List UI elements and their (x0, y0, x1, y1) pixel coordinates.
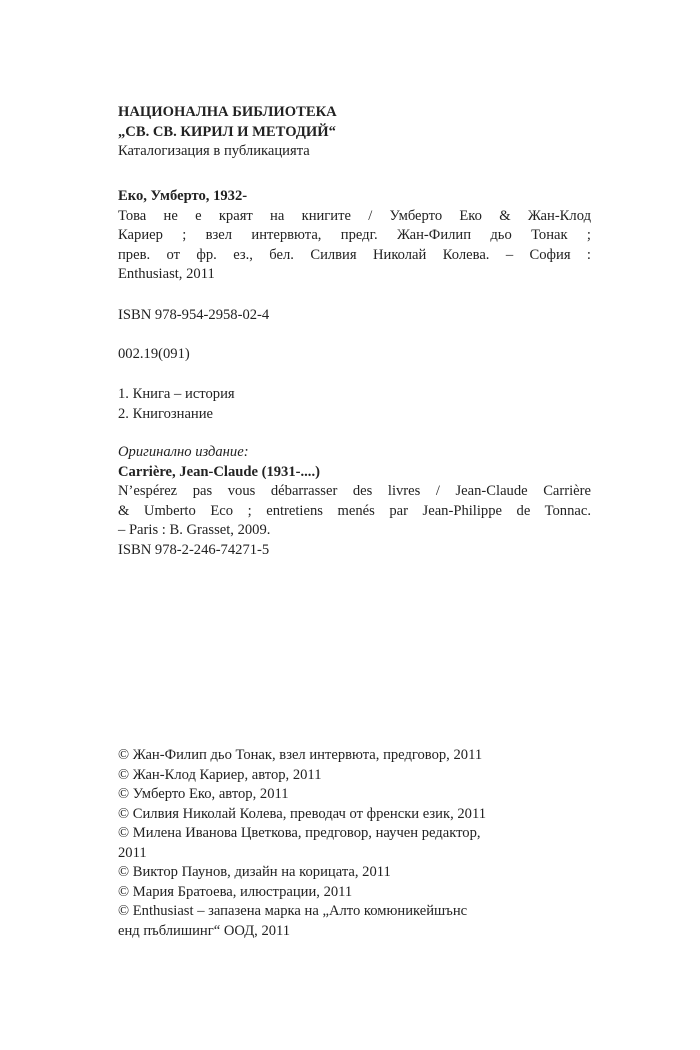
library-saints: „СВ. СВ. КИРИЛ И МЕТОДИЙ“ (118, 123, 336, 140)
copyright-line: енд пъблишинг“ ООД, 2011 (118, 922, 291, 939)
original-line: N’espérez pas vous débarrasser des livres / Jean-Claude Carrière (118, 483, 591, 499)
copyright-line: © Жан-Клод Кариер, автор, 2011 (118, 766, 322, 783)
copyright-line: © Умберто Еко, автор, 2011 (118, 786, 289, 802)
copyright-line: © Жан-Филип дьо Тонак, взел интервюта, предговор, 2011 (118, 747, 483, 763)
entry-line: прев. от фр. ез., бел. Силвия Николай Колева. – София : (118, 246, 591, 263)
author-heading: Еко, Умберто, 1932- (118, 188, 248, 204)
entry-line: Enthusiast, 2011 (118, 266, 215, 282)
cip-label: Каталогизация в публикацията (118, 143, 310, 159)
original-isbn: ISBN 978-2-246-74271-5 (118, 541, 270, 558)
copyright-line: © Виктор Паунов, дизайн на корицата, 2011 (118, 864, 391, 880)
original-edition-label: Оригинално издание: (118, 444, 249, 460)
library-heading-block (118, 103, 598, 162)
copyright-line: 2011 (118, 844, 147, 861)
copyright-line: © Силвия Николай Колева, преводач от френски език, 2011 (118, 805, 487, 822)
original-author-heading: Carrière, Jean-Claude (1931-....) (118, 463, 320, 480)
udc-block (118, 345, 598, 365)
isbn-block (118, 306, 598, 326)
copyright-line: © Enthusiast – запазена марка на „Алто комюникейшънс (118, 903, 468, 919)
isbn: ISBN 978-954-2958-02-4 (118, 307, 270, 323)
copyright-line: © Мария Братоева, илюстрации, 2011 (118, 883, 353, 900)
catalog-entry (118, 187, 598, 285)
copyright-block (118, 746, 598, 941)
subjects-list (118, 385, 598, 424)
original-line: & Umberto Eco ; entretiens menés par Jean-Philippe de Tonnac. (118, 502, 591, 519)
copyright-line: © Милена Иванова Цветкова, предговор, научен редактор, (118, 825, 481, 841)
udc-code: 002.19(091) (118, 346, 190, 362)
subject-item: 1. Книга – история (118, 386, 235, 402)
original-edition-block (118, 443, 598, 560)
original-line: – Paris : B. Grasset, 2009. (118, 522, 271, 538)
library-name: НАЦИОНАЛНА БИБЛИОТЕКА (118, 104, 337, 120)
subject-item: 2. Книгознание (118, 405, 214, 422)
entry-line: Това не е краят на книгите / Умберто Еко & Жан-Клод (118, 207, 591, 224)
entry-line: Кариер ; взел интервюта, предг. Жан-Филип дьо Тонак ; (118, 227, 591, 243)
